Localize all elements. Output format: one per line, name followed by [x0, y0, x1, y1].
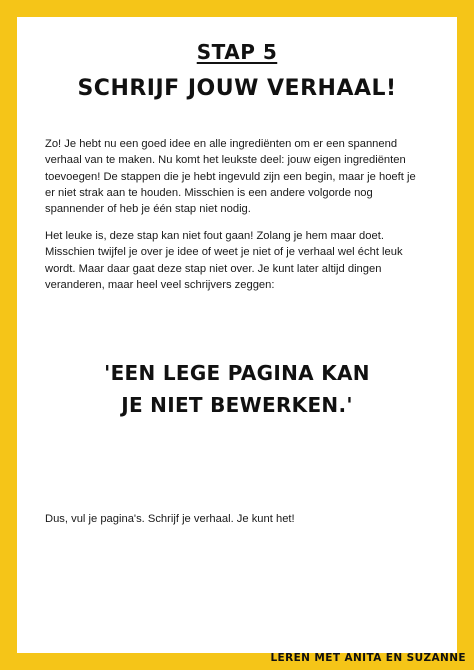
step-heading	[17, 41, 457, 63]
page-title: SCHRIJF JOUW VERHAAL!	[77, 76, 397, 101]
quote-line-2: JE NIET BEWERKEN.'	[121, 393, 353, 417]
worksheet	[17, 17, 457, 653]
intro-paragraph: Zo! Je hebt nu een goed idee en alle ingrediënten om er een spannend verhaal van te maken. Nu komt het leukste deel: jouw eigen ingrediënten toevoegen! De stappen die je hebt ingevuld zijn een begin, maar je hoeft je er niet strak aan te houden. Misschien is een andere volgorde nog spannender of heb je één stap niet nodig.	[45, 138, 416, 216]
quote-line-1: 'EEN LEGE PAGINA KAN	[104, 361, 370, 385]
second-paragraph: Het leuke is, deze stap kan niet fout gaan! Zolang je hem maar doet. Misschien twijfel je over je idee of weet je niet of je verhaal wel écht leuk wordt. Maar daar gaat deze stap niet over. Je kunt later altijd dingen veranderen, maar heel veel schrijvers zeggen:	[45, 230, 403, 291]
quote-block	[17, 357, 457, 421]
step-label: STAP 5	[196, 40, 278, 64]
closing-paragraph: Dus, vul je pagina's. Schrijf je verhaal. Je kunt het!	[45, 513, 295, 525]
footer-credit: LEREN MET ANITA EN SUZANNE	[270, 652, 466, 664]
